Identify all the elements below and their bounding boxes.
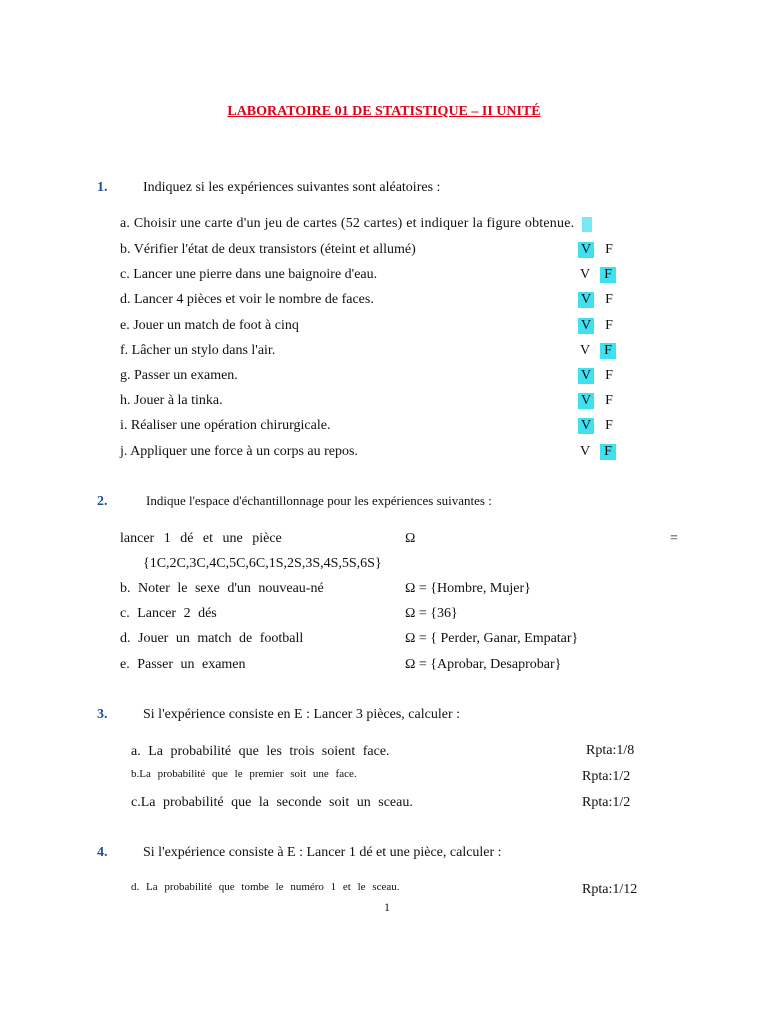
q1-item-e: e. Jouer un match de foot à cinq bbox=[120, 318, 299, 333]
q2-item-c: c. Lancer 2 dés bbox=[120, 606, 217, 621]
q1-item-b-choice bbox=[578, 242, 616, 258]
question-4-number: 4. bbox=[97, 845, 108, 860]
q1-item-h-choice bbox=[578, 393, 616, 409]
question-4-text: Si l'expérience consiste à E : Lancer 1 dé et une pièce, calculer : bbox=[143, 845, 502, 860]
q1-item-e-v: V bbox=[578, 318, 594, 334]
q1-item-j-f: F bbox=[600, 444, 616, 460]
question-2-text: Indique l'espace d'échantillonnage pour les expériences suivantes : bbox=[146, 493, 492, 508]
q3-item-c-answer: Rpta:1/2 bbox=[582, 795, 631, 810]
question-3-text: Si l'expérience consiste en E : Lancer 3 pièces, calculer : bbox=[143, 707, 460, 722]
q1-item-d-choice bbox=[578, 292, 616, 308]
question-3-number: 3. bbox=[97, 707, 108, 722]
q2-item-b: b. Noter le sexe d'un nouveau-né bbox=[120, 581, 324, 596]
q1-item-i-f: F bbox=[605, 418, 613, 433]
q1-item-j-v: V bbox=[579, 444, 591, 459]
page-number: 1 bbox=[384, 900, 390, 914]
q3-item-c: c.La probabilité que la seconde soit un sceau. bbox=[131, 795, 413, 810]
q1-item-h-f: F bbox=[605, 393, 613, 408]
q1-item-d-v: V bbox=[578, 292, 594, 308]
q1-item-g-f: F bbox=[605, 368, 613, 383]
q1-item-i-v: V bbox=[578, 418, 594, 434]
q1-item-a bbox=[120, 216, 680, 232]
q1-item-g-choice bbox=[578, 368, 616, 384]
question-1-number: 1. bbox=[97, 180, 108, 195]
q1-item-a-label: a. Choisir une carte d'un jeu de cartes (52 cartes) et indiquer la figure obtenue. bbox=[120, 216, 575, 231]
q3-item-a-answer: Rpta:1/8 bbox=[586, 743, 635, 758]
q2-item-d-omega: Ω = { Perder, Ganar, Empatar} bbox=[405, 631, 579, 646]
q2-first-set: {1C,2C,3C,4C,5C,6C,1S,2S,3S,4S,5S,6S} bbox=[143, 556, 382, 571]
q3-item-b-answer: Rpta:1/2 bbox=[582, 769, 631, 784]
q4-item-d-answer: Rpta:1/12 bbox=[582, 882, 638, 897]
q2-first-label: lancer 1 dé et une pièce bbox=[120, 531, 282, 546]
q1-item-j: j. Appliquer une force à un corps au repos. bbox=[120, 444, 358, 459]
q2-item-d: d. Jouer un match de football bbox=[120, 631, 304, 646]
q2-item-c-omega: Ω = {36} bbox=[405, 606, 458, 621]
q1-item-e-f: F bbox=[605, 318, 613, 333]
q1-item-f: f. Lâcher un stylo dans l'air. bbox=[120, 343, 276, 358]
q3-item-b: b.La probabilité que le premier soit une face. bbox=[131, 768, 357, 780]
q1-item-f-choice bbox=[578, 343, 616, 359]
q1-item-f-v: V bbox=[579, 343, 591, 358]
question-2-number: 2. bbox=[97, 494, 108, 509]
q1-item-g-v: V bbox=[578, 368, 594, 384]
q2-first-omega: Ω bbox=[405, 531, 416, 546]
q1-item-f-f: F bbox=[600, 343, 616, 359]
q1-item-d-f: F bbox=[605, 292, 613, 307]
q1-item-b: b. Vérifier l'état de deux transistors (éteint et allumé) bbox=[120, 242, 416, 257]
q1-item-i: i. Réaliser une opération chirurgicale. bbox=[120, 418, 331, 433]
q1-item-c-f: F bbox=[600, 267, 616, 283]
q1-item-a-highlight bbox=[582, 217, 592, 232]
q1-item-i-choice bbox=[578, 418, 616, 434]
q2-item-b-omega: Ω = {Hombre, Mujer} bbox=[405, 581, 531, 596]
q2-first-equals: = bbox=[670, 531, 678, 546]
q1-item-b-f: F bbox=[605, 242, 613, 257]
q1-item-e-choice bbox=[578, 318, 616, 334]
q1-item-g: g. Passer un examen. bbox=[120, 368, 238, 383]
page-title: LABORATOIRE 01 DE STATISTIQUE – II UNITÉ bbox=[227, 104, 541, 119]
q1-item-j-choice bbox=[578, 444, 616, 460]
q1-item-c: c. Lancer une pierre dans une baignoire d'eau. bbox=[120, 267, 378, 282]
q1-item-h-v: V bbox=[578, 393, 594, 409]
q2-item-e-omega: Ω = {Aprobar, Desaprobar} bbox=[405, 657, 562, 672]
q2-item-e: e. Passer un examen bbox=[120, 657, 246, 672]
q4-item-d: d. La probabilité que tombe le numéro 1 et le sceau. bbox=[131, 881, 400, 893]
q1-item-d: d. Lancer 4 pièces et voir le nombre de faces. bbox=[120, 292, 374, 307]
q1-item-b-v: V bbox=[578, 242, 594, 258]
q1-item-c-choice bbox=[578, 267, 616, 283]
question-1-text: Indiquez si les expériences suivantes sont aléatoires : bbox=[143, 180, 441, 195]
q1-item-c-v: V bbox=[579, 267, 591, 282]
q3-item-a: a. La probabilité que les trois soient face. bbox=[131, 744, 390, 759]
q1-item-h: h. Jouer à la tinka. bbox=[120, 393, 223, 408]
